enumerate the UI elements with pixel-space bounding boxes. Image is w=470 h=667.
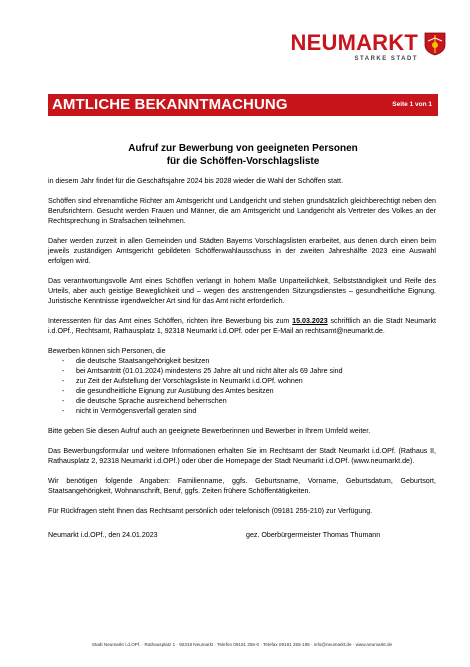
bewerbung-text-after: schriftlich an die Stadt Neumarkt i.d.OPf., Rechtsamt, Rathausplatz 1, 92318 Neumarkt i.d.OPf. oder per E-Mail an rechtsamt@neumarkt.de.	[48, 317, 436, 335]
list-item: - bei Amtsantritt (01.01.2024) mindestens 25 Jahre alt und nicht älter als 69 Jahre sind	[48, 366, 436, 376]
paragraph-intro: in diesem Jahr findet für die Geschäftsjahre 2024 bis 2028 wieder die Wahl der Schöffen statt.	[48, 177, 343, 185]
paragraph-schoeffen: Schöffen sind ehrenamtliche Richter am Amtsgericht und Landgericht und stehen grundsätzlich gleichberechtigt neben den Berufsrichtern. Gesucht werden Frauen und Männer, die am Amtsgericht und Landgericht als Vertreter des Volkes an der Rechtsprechung in Strafsachen teilnehmen.	[48, 197, 436, 225]
list-item: - die deutsche Staatsangehörigkeit besitzen	[48, 356, 436, 366]
paragraph-bewerbung	[48, 316, 436, 336]
city-logo	[276, 30, 446, 70]
signatory: gez. Oberbürgermeister Thomas Thumann	[246, 531, 381, 539]
title-line-2: für die Schöffen-Vorschlagsliste	[166, 156, 320, 167]
list-item: - die deutsche Sprache ausreichend beherrschen	[48, 396, 436, 406]
paragraph-weitergabe: Bitte geben Sie diesen Aufruf auch an geeignete Bewerberinnen und Bewerber in Ihrem Umfeld weiter.	[48, 427, 371, 435]
announcement-banner	[48, 94, 438, 116]
paragraph-formular: Das Bewerbungsformular und weitere Informationen erhalten Sie im Rechtsamt der Stadt Neumarkt i.d.OPf. (Rathaus II, Rathausplatz 2, 92318 Neumarkt i.d.OPf.) oder über die Homepage der Stadt Neumarkt i.d.OPf. (www.neumarkt.de).	[48, 447, 436, 465]
list-item: - die gesundheitliche Eignung zur Ausübung des Amtes besitzen	[48, 386, 436, 396]
requirements-list	[48, 356, 436, 416]
page-footer: Stadt Neumarkt i.d.OPf. · Rathausplatz 1 · 92318 Neumarkt · Telefon 09181 255-0 · Telefax 09181 255-195 · info@neumarkt.de · www.neumarkt.de	[91, 642, 393, 647]
list-item: - zur Zeit der Aufstellung der Vorschlagsliste in Neumarkt i.d.OPf. wohnen	[48, 376, 436, 386]
paragraph-anforderungen: Das verantwortungsvolle Amt eines Schöffen verlangt in hohem Maße Unparteilichkeit, Selbstständigkeit und Reife des Urteils, aber auch geistige Beweglichkeit und – wegen des anstrengenden Sitzungsdienstes – gesundheitliche Eignung. Juristische Kenntnisse irgendwelcher Art sind für das Amt nicht erforderlich.	[48, 277, 436, 305]
banner-title: AMTLICHE BEKANNTMACHUNG	[52, 96, 288, 113]
signature-row	[48, 530, 436, 540]
paragraph-rueckfragen: Für Rückfragen steht Ihnen das Rechtsamt persönlich oder telefonisch (09181 255-210) zur Verfügung.	[48, 507, 373, 515]
paragraph-angaben: Wir benötigen folgende Angaben: Familienname, ggfs. Geburtsname, Vorname, Geburtsdatum, Geburtsort, Staatsangehörigkeit, Wohnanschrift, Beruf, ggfs. Zeiten frühere Schöffentätigkeiten.	[48, 477, 436, 495]
document-body	[48, 176, 436, 540]
city-crest-icon	[424, 32, 446, 56]
requirements-intro: Bewerben können sich Personen, die	[48, 347, 166, 355]
place-and-date: Neumarkt i.d.OPf., den 24.01.2023	[48, 531, 158, 539]
document-title	[48, 142, 438, 168]
title-line-1: Aufruf zur Bewerbung von geeigneten Personen	[128, 143, 358, 154]
bewerbung-text-before: Interessenten für das Amt eines Schöffen, richten ihre Bewerbung bis zum	[48, 317, 293, 325]
deadline-date: 15.03.2023	[292, 317, 328, 325]
paragraph-vorschlagslisten: Daher werden zurzeit in allen Gemeinden und Städten Bayerns Vorschlagslisten erarbeitet, aus denen durch einen beim jeweils zuständigen Amtsgericht gebildeten Schöffenwahlausschuss in der zweiten Jahreshälfte 2023 eine Auswahl erfolgen wird.	[48, 237, 436, 265]
list-item: - nicht in Vermögensverfall geraten sind	[48, 406, 436, 416]
logo-wordmark: NEUMARKT	[290, 30, 418, 55]
page-indicator: Seite 1 von 1	[392, 101, 432, 108]
logo-subtitle: STARKE STADT	[354, 56, 418, 62]
